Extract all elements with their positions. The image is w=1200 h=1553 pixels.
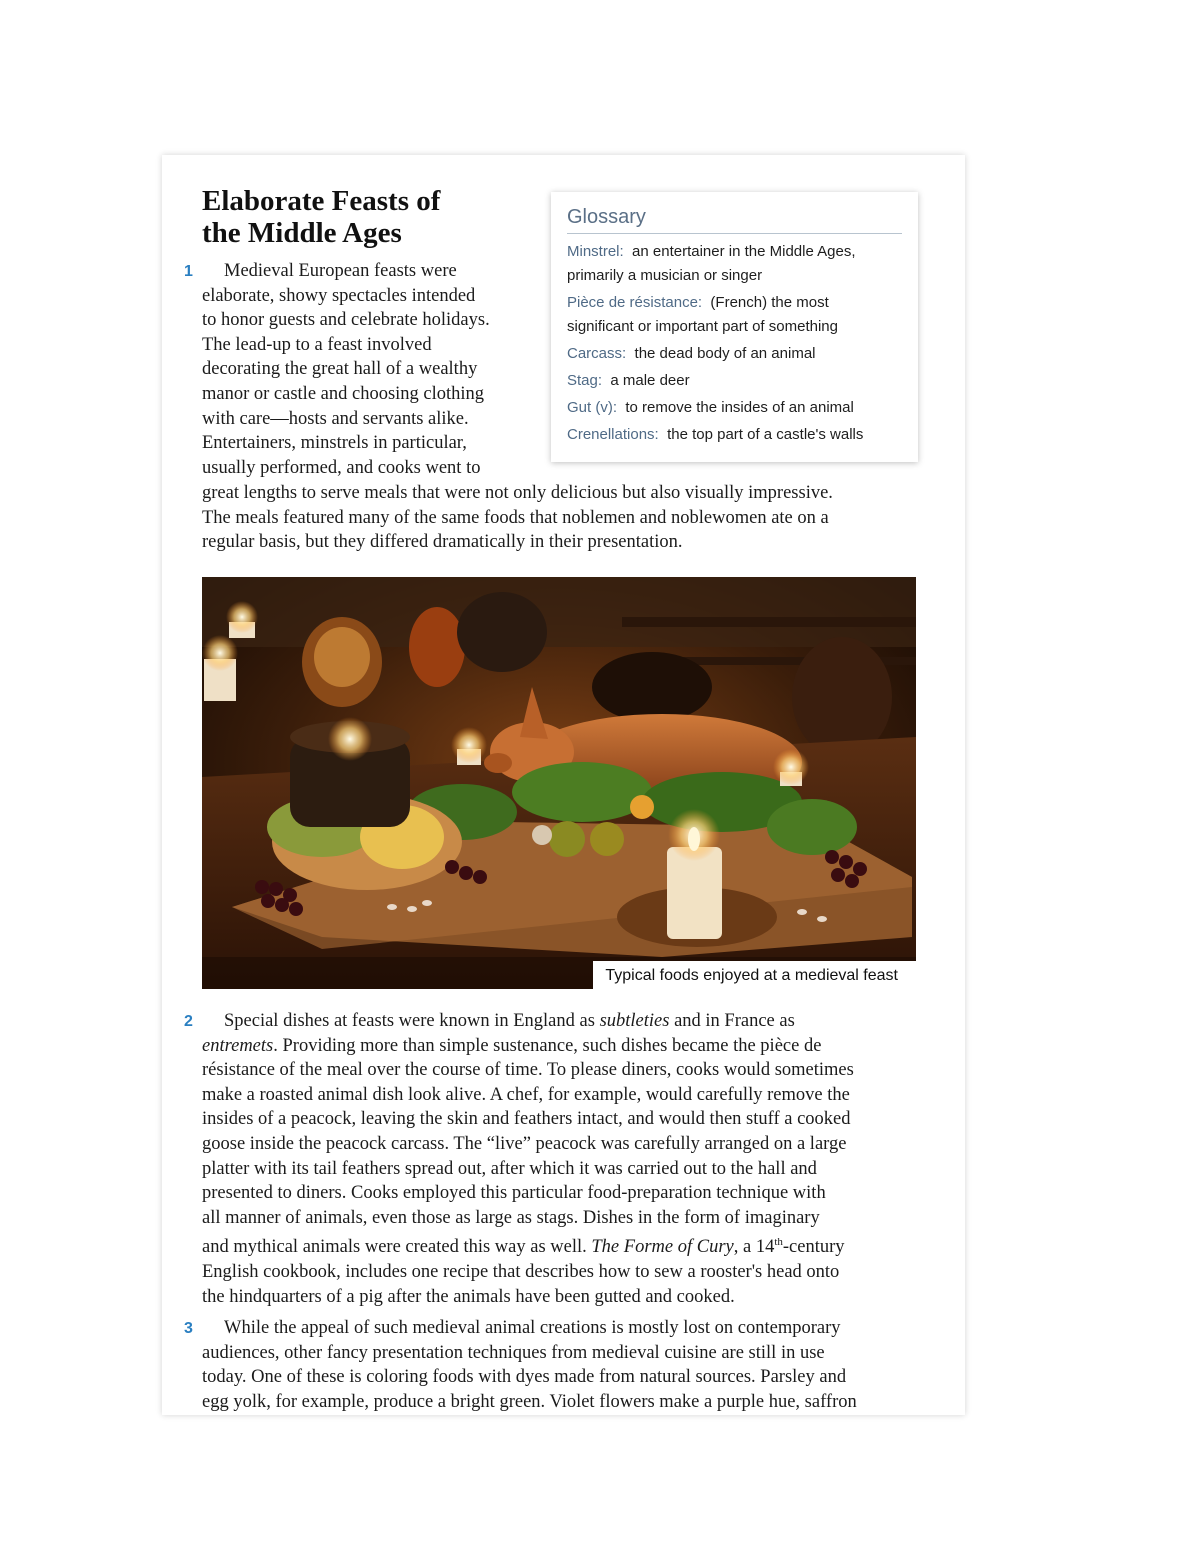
glossary-term: Minstrel: [567, 243, 624, 260]
page-title: Elaborate Feasts of the Middle Ages [202, 185, 441, 249]
document-page [162, 155, 965, 1415]
paragraph-3 [202, 1316, 947, 1414]
glossary-definition: the top part of a castle's walls [667, 426, 864, 443]
glossary-definition: significant or important part of something [567, 318, 838, 335]
text-line: résistance of the meal over the course of time. To please diners, cooks would sometimes [202, 1060, 854, 1081]
text-line: egg yolk, for example, produce a bright green. Violet flowers make a purple hue, saffron [202, 1391, 857, 1412]
text-line: make a roasted animal dish look alive. A chef, for example, would carefully remove the [202, 1084, 850, 1105]
glossary-entry [567, 240, 902, 288]
glossary-term: Gut (v): [567, 399, 618, 416]
text-line: platter with its tail feathers spread out, after which it was carried out to the hall and [202, 1158, 817, 1179]
glossary-term: Carcass: [567, 345, 627, 362]
text-line: regular basis, but they differed dramatically in their presentation. [202, 532, 683, 553]
photo-caption: Typical foods enjoyed at a medieval feast [593, 961, 916, 989]
glossary-definition: primarily a musician or singer [567, 267, 763, 284]
feast-photo [202, 577, 916, 989]
glossary-term: Crenellations: [567, 426, 659, 443]
text-line: English cookbook, includes one recipe that describes how to sew a rooster's head onto [202, 1262, 840, 1283]
text-line: audiences, other fancy presentation techniques from medieval cuisine are still in use [202, 1342, 825, 1363]
paragraph-1-narrow [202, 259, 542, 480]
text-line: to honor guests and celebrate holidays. [202, 310, 490, 331]
glossary-entry [567, 423, 902, 447]
text-line: great lengths to serve meals that were not only delicious but also visually impressive. [202, 483, 833, 503]
glossary-definition: (French) the most [710, 294, 829, 311]
text-line: decorating the great hall of a wealthy [202, 359, 478, 380]
glossary-definition: to remove the insides of an animal [625, 399, 854, 416]
glossary-definition: the dead body of an animal [634, 345, 816, 362]
paragraph-number: 3 [184, 1320, 193, 1337]
text-line: goose inside the peacock carcass. The “live” peacock was carefully arranged on a large [202, 1133, 847, 1154]
glossary-definition: an entertainer in the Middle Ages, [632, 243, 856, 260]
glossary-entry [567, 369, 902, 393]
text-line: today. One of these is coloring foods with dyes made from natural sources. Parsley and [202, 1367, 847, 1388]
text-line: entremets. Providing more than simple sustenance, such dishes became the pièce de [202, 1035, 822, 1056]
glossary-entry [567, 342, 902, 366]
text-line: Special dishes at feasts were known in England as subtleties and in France as [224, 1011, 795, 1031]
glossary-term: Pièce de résistance: [567, 294, 703, 311]
paragraph-2 [202, 1009, 947, 1309]
text-line: The lead-up to a feast involved [202, 334, 432, 355]
text-line: insides of a peacock, leaving the skin and feathers intact, and would then stuff a cooked [202, 1109, 851, 1130]
glossary-entry [567, 396, 902, 420]
feast-illustration [202, 577, 916, 989]
paragraph-number: 1 [184, 263, 193, 280]
paragraph-1-wide [202, 481, 942, 555]
text-line: presented to diners. Cooks employed this particular food-preparation technique with [202, 1183, 826, 1204]
text-line: The meals featured many of the same foods that noblemen and noblewomen ate on a [202, 507, 829, 528]
paragraph-number: 2 [184, 1013, 193, 1030]
text-line: and mythical animals were created this way as well. The Forme of Cury, a 14th-century [202, 1236, 845, 1258]
text-line: manor or castle and choosing clothing [202, 383, 485, 404]
text-line: elaborate, showy spectacles intended [202, 285, 476, 306]
glossary-heading: Glossary [567, 206, 902, 234]
text-line: the hindquarters of a pig after the animals have been gutted and cooked. [202, 1286, 735, 1307]
text-line: with care—hosts and servants alike. [202, 408, 469, 429]
text-line: usually performed, and cooks went to [202, 457, 481, 478]
text-line: all manner of animals, even those as large as stags. Dishes in the form of imaginary [202, 1207, 820, 1228]
glossary-entry [567, 291, 902, 339]
glossary-definition: a male deer [610, 372, 690, 389]
text-line: While the appeal of such medieval animal creations is mostly lost on contemporary [224, 1318, 841, 1338]
glossary-term: Stag: [567, 372, 603, 389]
text-line: Medieval European feasts were [224, 261, 457, 281]
text-line: Entertainers, minstrels in particular, [202, 433, 467, 454]
glossary-box [551, 192, 918, 462]
